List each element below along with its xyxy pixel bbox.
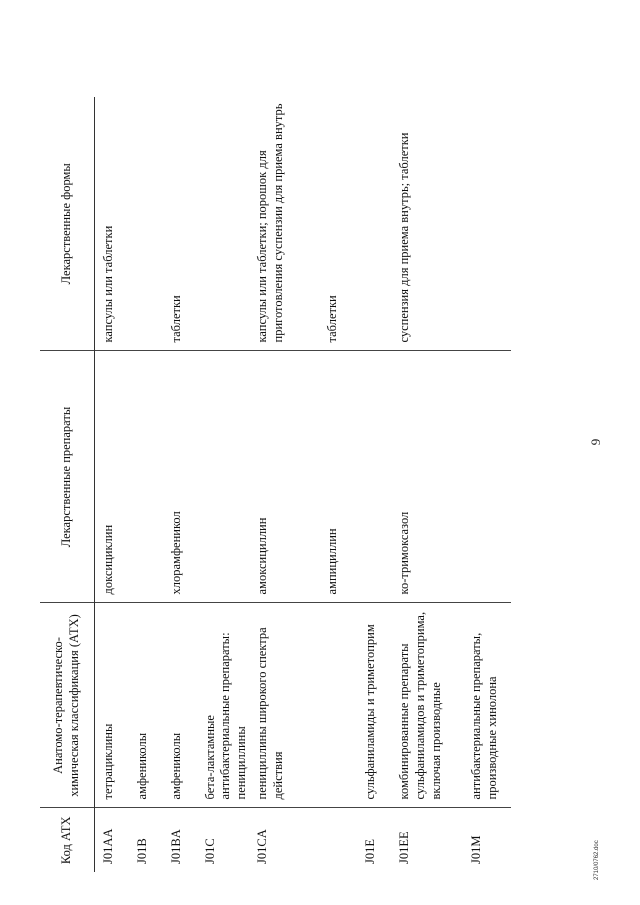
cell-form [129, 97, 163, 351]
cell-classification: пенициллины широкого спектра действия [249, 603, 319, 808]
cell-form: таблетки [163, 97, 197, 351]
table-row [357, 97, 391, 872]
cell-drug: ампициллин [319, 351, 357, 603]
cell-drug [129, 351, 163, 603]
table-row [163, 97, 197, 872]
page-number: 9 [588, 438, 603, 446]
table-row [319, 97, 357, 872]
cell-drug [463, 351, 511, 603]
cell-code: J01BA [168, 829, 183, 864]
cell-classification: антибактериальные препараты, производные хинолона [463, 603, 511, 808]
table-row [197, 97, 250, 872]
cell-code: J01CA [255, 829, 270, 864]
cell-code: J01EE [397, 831, 412, 864]
table-row [129, 97, 163, 872]
cell-drug [197, 351, 250, 603]
table-header-row [40, 97, 95, 872]
cell-code: J01B [134, 838, 149, 864]
rotated-document-page [40, 72, 603, 872]
header-forms: Лекарственные формы [40, 97, 95, 351]
cell-classification [319, 603, 357, 808]
table-row [391, 97, 463, 872]
cell-form [357, 97, 391, 351]
cell-form [197, 97, 250, 351]
drug-classification-table [40, 97, 511, 872]
cell-code: J01AA [101, 828, 115, 864]
cell-form: суспензия для приема внутрь; таблетки [391, 97, 463, 351]
cell-code [319, 808, 357, 872]
header-drugs: Лекарственные препараты [40, 351, 95, 603]
cell-code: J01C [202, 838, 217, 864]
cell-code: J01E [363, 839, 378, 864]
cell-drug [357, 351, 391, 603]
header-code: Код АТХ [40, 808, 95, 872]
cell-code: J01M [469, 835, 484, 864]
cell-form [463, 97, 511, 351]
cell-drug: ко-тримоксазол [391, 351, 463, 603]
cell-form: капсулы или таблетки [95, 97, 129, 351]
cell-classification: амфениколы [129, 603, 163, 808]
cell-classification: бета-лактамные антибактериальные препараты: пенициллины [197, 603, 250, 808]
cell-form: капсулы или таблетки; порошок для приготовления суспензии для приема внутрь [249, 97, 319, 351]
cell-drug: хлорамфеникол [163, 351, 197, 603]
cell-form: таблетки [319, 97, 357, 351]
header-classification: Анатомо-терапевтическо-химическая классификация (АТХ) [40, 603, 95, 808]
document-footer-filename: 2710/0762.doc [594, 840, 600, 880]
cell-classification: тетрациклины [95, 603, 129, 808]
cell-classification: комбинированные препараты сульфаниламидов и триметоприма, включая производные [391, 603, 463, 808]
table-row [249, 97, 319, 872]
cell-drug: амоксициллин [249, 351, 319, 603]
cell-classification: сульфаниламиды и триметоприм [357, 603, 391, 808]
cell-drug: доксициклин [95, 351, 129, 603]
cell-classification: амфениколы [163, 603, 197, 808]
table-row [95, 97, 129, 872]
table-row [463, 97, 511, 872]
